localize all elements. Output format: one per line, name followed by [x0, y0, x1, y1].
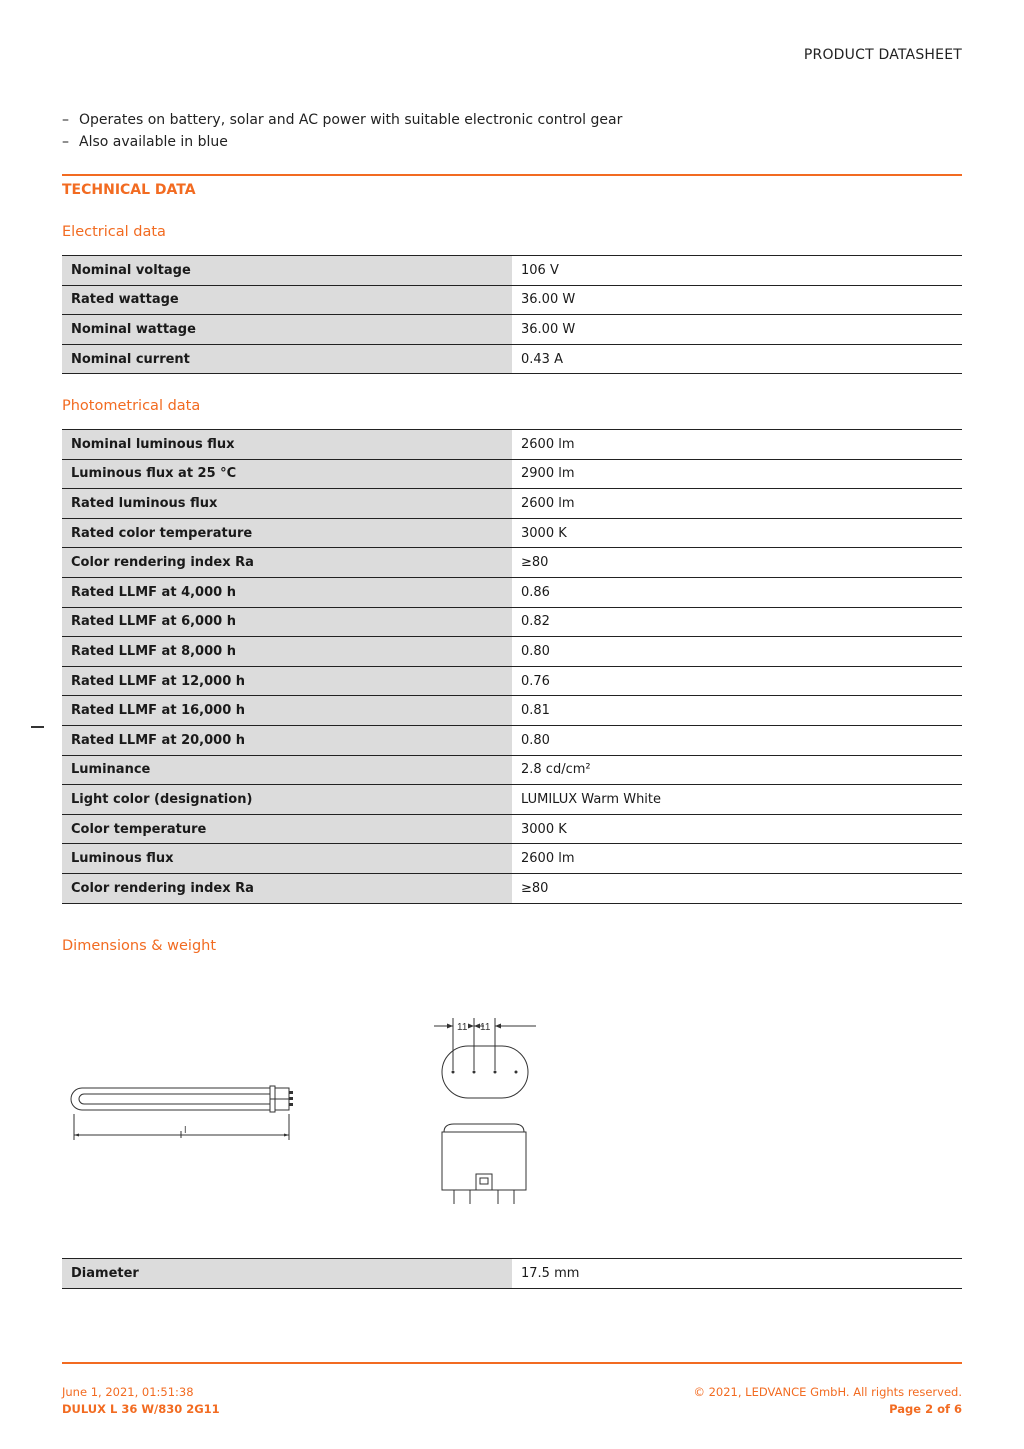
feature-text: Also available in blue — [79, 133, 228, 150]
document-type-label: PRODUCT DATASHEET — [803, 47, 962, 63]
footer-page-number: Page 2 of 6 — [889, 1402, 962, 1416]
row-value: 3000 K — [512, 518, 962, 548]
dimensions-table — [62, 1258, 962, 1289]
row-value: 2600 lm — [512, 430, 962, 460]
section-divider — [62, 174, 962, 176]
row-label: Rated LLMF at 16,000 h — [62, 696, 512, 726]
bullet-dash: – — [62, 112, 69, 128]
table-row — [62, 814, 962, 844]
row-value: 0.80 — [512, 637, 962, 667]
table-row — [62, 577, 962, 607]
table-row — [62, 755, 962, 785]
row-value: ≥80 — [512, 548, 962, 578]
footer-divider — [62, 1362, 962, 1364]
pin-spacing-label: 11 — [457, 1022, 468, 1033]
section-title: TECHNICAL DATA — [62, 182, 196, 198]
table-row — [62, 785, 962, 815]
row-value: 0.82 — [512, 607, 962, 637]
table-row — [62, 844, 962, 874]
row-value: 0.76 — [512, 666, 962, 696]
row-value: 0.80 — [512, 725, 962, 755]
dimensions-weight-title: Dimensions & weight — [62, 938, 217, 954]
bullet-dash: – — [62, 133, 69, 150]
table-row — [62, 637, 962, 667]
row-value: 2600 lm — [512, 844, 962, 874]
footer-left — [62, 1384, 220, 1418]
table-row — [62, 315, 962, 345]
row-label: Nominal voltage — [62, 256, 512, 286]
feature-item — [62, 110, 622, 132]
feature-item — [62, 132, 622, 154]
photometrical-data-title: Photometrical data — [62, 398, 201, 414]
row-value: 106 V — [512, 256, 962, 286]
table-row — [62, 459, 962, 489]
photometrical-data-table — [62, 429, 962, 904]
pin-spacing-label: 11 — [480, 1022, 491, 1033]
row-value: 36.00 W — [512, 315, 962, 345]
row-label: Rated LLMF at 4,000 h — [62, 577, 512, 607]
table-row — [62, 696, 962, 726]
row-value: 0.86 — [512, 577, 962, 607]
row-label: Color rendering index Ra — [62, 548, 512, 578]
row-value: 17.5 mm — [512, 1259, 962, 1289]
lamp-side-view-drawing — [70, 1080, 310, 1142]
electrical-data-table — [62, 255, 962, 374]
row-label: Nominal wattage — [62, 315, 512, 345]
feature-list — [62, 110, 622, 153]
row-label: Color rendering index Ra — [62, 873, 512, 903]
row-label: Rated LLMF at 6,000 h — [62, 607, 512, 637]
table-row — [62, 518, 962, 548]
row-label: Rated color temperature — [62, 518, 512, 548]
row-label: Color temperature — [62, 814, 512, 844]
row-value: LUMILUX Warm White — [512, 785, 962, 815]
row-label: Luminance — [62, 755, 512, 785]
row-label: Rated LLMF at 12,000 h — [62, 666, 512, 696]
row-value: ≥80 — [512, 873, 962, 903]
row-label: Luminous flux — [62, 844, 512, 874]
table-row — [62, 548, 962, 578]
row-label: Rated LLMF at 20,000 h — [62, 725, 512, 755]
length-label: l — [184, 1126, 187, 1136]
row-value: 2.8 cd/cm² — [512, 755, 962, 785]
table-row — [62, 285, 962, 315]
row-label: Light color (designation) — [62, 785, 512, 815]
row-label: Diameter — [62, 1259, 512, 1289]
row-label: Rated LLMF at 8,000 h — [62, 637, 512, 667]
row-label: Luminous flux at 25 °C — [62, 459, 512, 489]
row-value: 2900 lm — [512, 459, 962, 489]
footer-copyright: © 2021, LEDVANCE GmbH. All rights reserved. — [693, 1385, 962, 1399]
table-row — [62, 256, 962, 286]
table-row — [62, 666, 962, 696]
row-value: 2600 lm — [512, 489, 962, 519]
table-row — [62, 1259, 962, 1289]
row-value: 0.81 — [512, 696, 962, 726]
row-label: Rated wattage — [62, 285, 512, 315]
table-row — [62, 430, 962, 460]
row-label: Rated luminous flux — [62, 489, 512, 519]
row-value: 0.43 A — [512, 344, 962, 374]
margin-mark — [31, 726, 44, 728]
table-row — [62, 344, 962, 374]
footer-date: June 1, 2021, 01:51:38 — [62, 1385, 194, 1399]
row-value: 3000 K — [512, 814, 962, 844]
footer-right — [693, 1384, 962, 1418]
footer-product-name: DULUX L 36 W/830 2G11 — [62, 1402, 220, 1416]
row-value: 36.00 W — [512, 285, 962, 315]
table-row — [62, 607, 962, 637]
lamp-base-end-view-drawing — [428, 1010, 548, 1210]
table-row — [62, 489, 962, 519]
electrical-data-title: Electrical data — [62, 224, 166, 240]
row-label: Nominal luminous flux — [62, 430, 512, 460]
row-label: Nominal current — [62, 344, 512, 374]
feature-text: Operates on battery, solar and AC power with suitable electronic control gear — [79, 112, 623, 128]
table-row — [62, 725, 962, 755]
table-row — [62, 873, 962, 903]
